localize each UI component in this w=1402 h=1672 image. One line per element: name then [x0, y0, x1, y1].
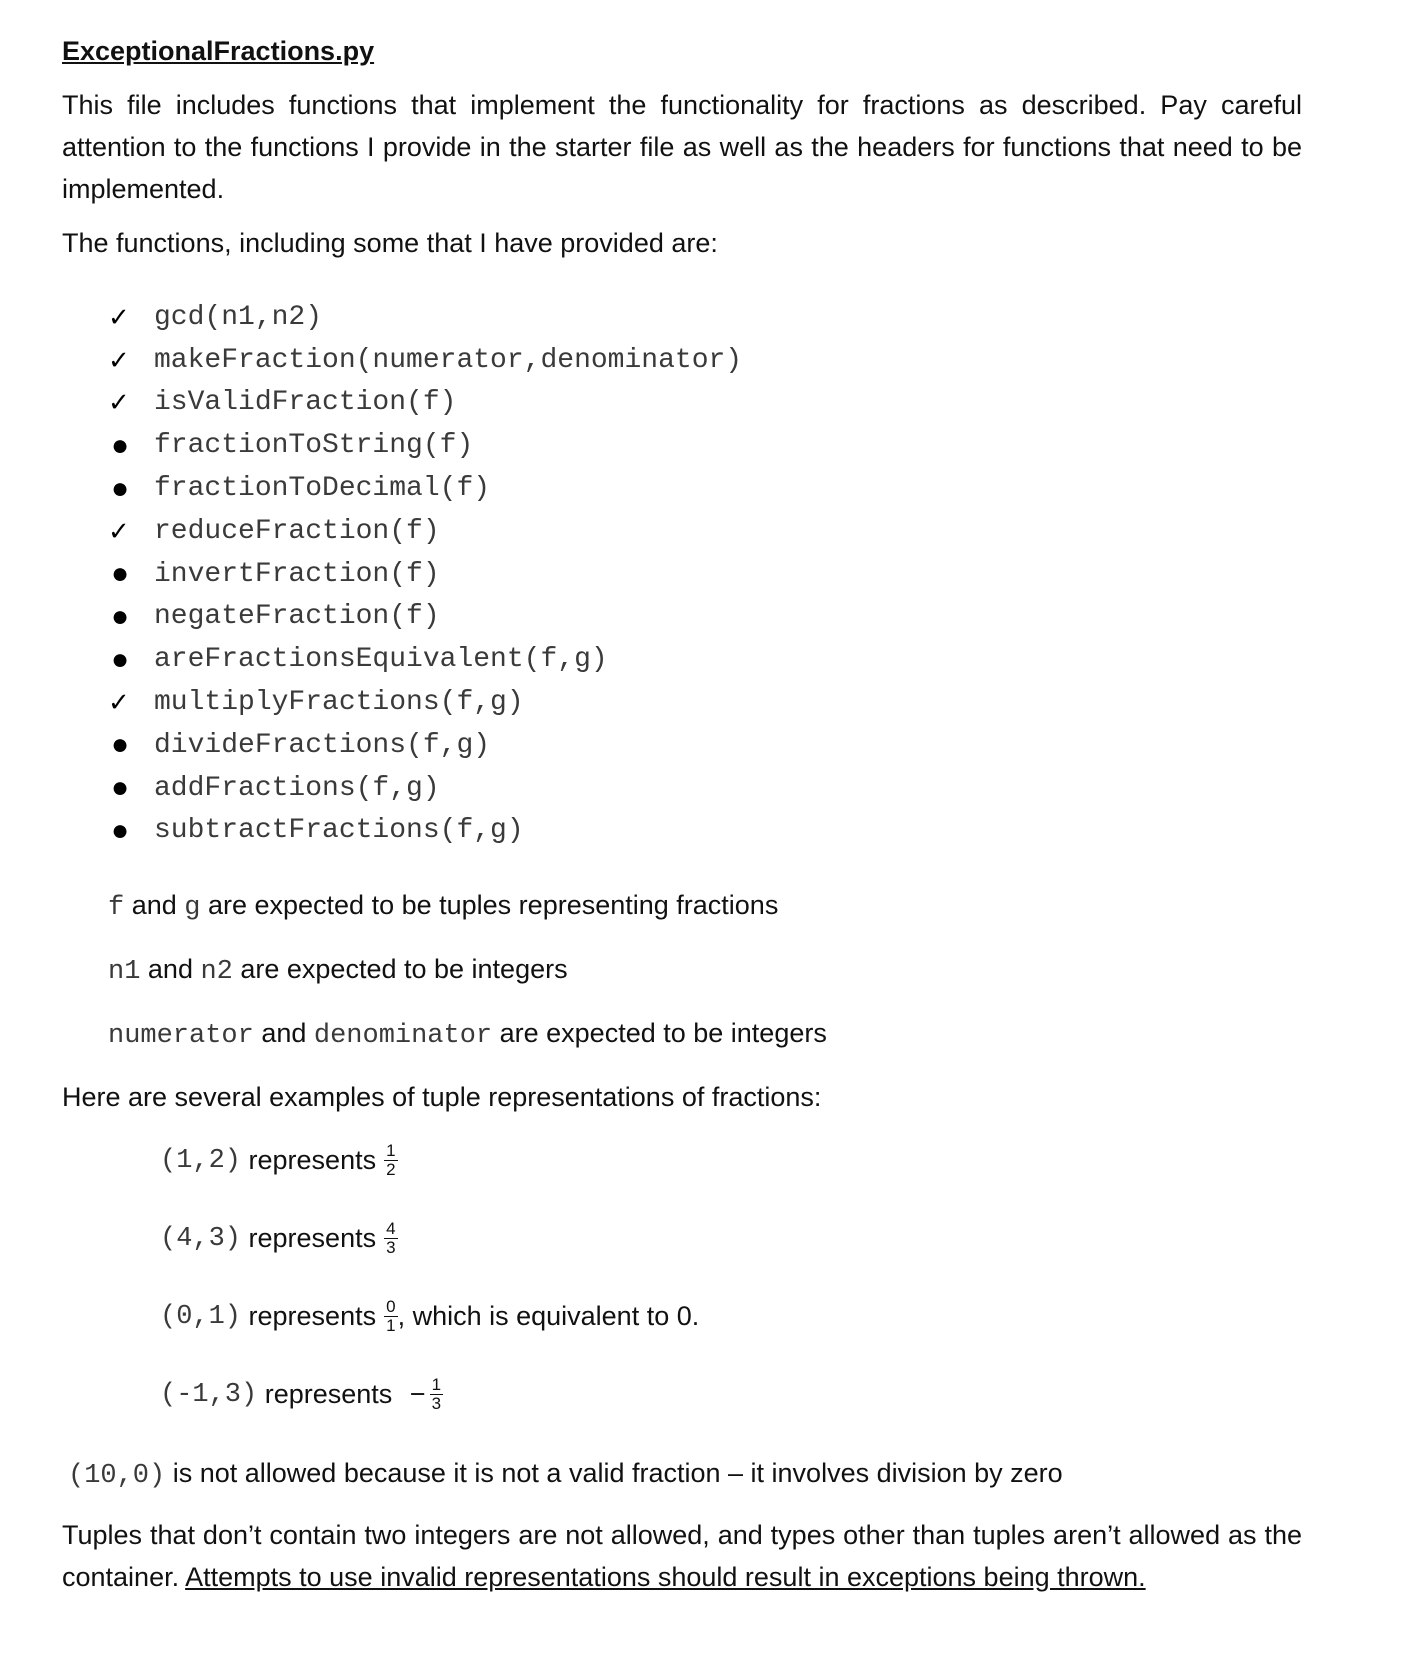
bullet-icon: ● — [111, 728, 130, 762]
fraction: $\frac{1}{2}$ — [386, 1141, 396, 1179]
example-1: (1,2) represents $\frac{1}{2}$ — [160, 1141, 396, 1179]
function-item — [108, 638, 742, 681]
bullet-icon: ● — [111, 771, 130, 805]
function-item — [108, 596, 742, 639]
function-item — [108, 810, 742, 853]
functions-heading: The functions, including some that I have provided are: — [62, 228, 718, 258]
note-n1-n2: n1 and n2 are expected to be integers — [108, 954, 568, 987]
checkmark-icon: ✓ — [108, 344, 130, 375]
function-name: fractionToString(f) — [154, 430, 474, 462]
function-name: fractionToDecimal(f) — [154, 473, 491, 505]
function-name: areFractionsEquivalent(f,g) — [154, 644, 608, 676]
function-item — [108, 467, 742, 510]
function-item — [108, 681, 742, 724]
function-name: negateFraction(f) — [154, 601, 440, 633]
function-item — [108, 553, 742, 596]
checkmark-icon: ✓ — [108, 387, 130, 418]
intro-paragraph: This file includes functions that implement the functionality for fractions as described. Pay careful attention to the functions I provide in the starter file as well as the headers for functions that need to be implemented. — [62, 90, 1302, 204]
example-3: (0,1) represents $\frac{0}{1}$ , which is equivalent to 0. — [160, 1297, 700, 1335]
underlined-requirement: Attempts to use invalid representations should result in exceptions being thrown. — [185, 1562, 1146, 1592]
function-name: addFractions(f,g) — [154, 772, 440, 804]
function-name: reduceFraction(f) — [154, 515, 440, 547]
checkmark-icon: ✓ — [108, 687, 130, 718]
function-item — [108, 767, 742, 810]
document-title: ExceptionalFractions.py — [62, 36, 375, 66]
minus-sign: − — [409, 1379, 426, 1409]
function-item — [108, 339, 742, 382]
bullet-icon: ● — [111, 557, 130, 591]
bullet-icon: ● — [111, 599, 130, 633]
function-name: makeFraction(numerator,denominator) — [154, 344, 743, 376]
function-item — [108, 424, 742, 467]
function-item — [108, 510, 742, 553]
closing-paragraph: Tuples that don’t contain two integers are not allowed, and types other than tuples aren’t allowed as the container. Attempts to use invalid representations should result in exceptions being thrown. — [62, 1520, 1302, 1592]
bullet-icon: ● — [111, 428, 130, 462]
note-numerator-denominator: numerator and denominator are expected to be integers — [108, 1018, 827, 1051]
fraction: $\frac{4}{3}$ — [386, 1219, 396, 1257]
note-f-g: f and g are expected to be tuples representing fractions — [108, 890, 779, 923]
function-item — [108, 382, 742, 425]
function-item — [108, 724, 742, 767]
function-name: multiplyFractions(f,g) — [154, 687, 524, 719]
function-name: isValidFraction(f) — [154, 387, 457, 419]
fraction: $\frac{1}{3}$ — [431, 1375, 442, 1413]
invalid-example: (10,0) is not allowed because it is not a valid fraction – it involves division by zero — [68, 1458, 1063, 1491]
function-name: divideFractions(f,g) — [154, 729, 491, 761]
bullet-icon: ● — [111, 642, 130, 676]
examples-heading: Here are several examples of tuple representations of fractions: — [62, 1082, 822, 1112]
function-name: subtractFractions(f,g) — [154, 815, 524, 847]
function-name: gcd(n1,n2) — [154, 301, 323, 333]
function-item — [108, 296, 742, 339]
fraction: $\frac{0}{1}$ — [386, 1297, 396, 1335]
checkmark-icon: ✓ — [108, 301, 130, 332]
bullet-icon: ● — [111, 471, 130, 505]
checkmark-icon: ✓ — [108, 515, 130, 546]
function-name: invertFraction(f) — [154, 558, 440, 590]
functions-list — [108, 296, 742, 852]
example-2: (4,3) represents $\frac{4}{3}$ — [160, 1219, 396, 1257]
example-4: (-1,3) represents − $\frac{1}{3}$ — [160, 1375, 442, 1413]
bullet-icon: ● — [111, 813, 130, 847]
